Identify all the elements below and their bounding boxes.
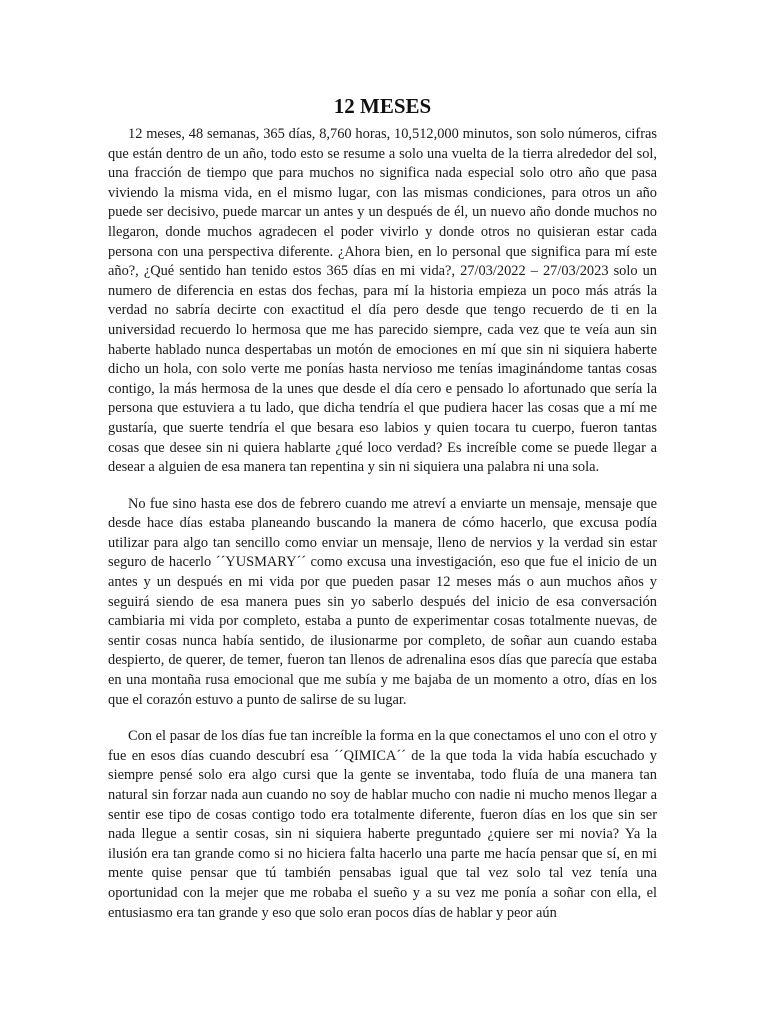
page-title: 12 MESES bbox=[333, 94, 432, 118]
paragraph-2: No fue sino hasta ese dos de febrero cuando me atreví a enviarte un mensaje, mensaje que desde hace días estaba planeando buscando la manera de cómo hacerlo, que excusa podía utilizar para algo tan sencillo como enviar un mensaje, lleno de nervios y la verdad sin estar seguro de hacerlo ´´YUSMARY´´ como excusa una investigación, eso que fue el inicio de un antes y un después en mi vida por que pueden pasar 12 meses más o aun muchos años y seguirá siendo de esa manera pues sin yo saberlo después del inicio de esa conversación cambiaria mi vida por completo, estaba a punto de experimentar cosas totalmente nuevas, de sentir cosas nunca había sentido, de ilusionarme por completo, de soñar aun cuando estaba despierto, de querer, de temer, fueron tan llenos de adrenalina esos días que parecía que estaba en una montaña rusa emocional que me subía y me bajaba de un momento a otro, días en los que el corazón estuvo a punto de salirse de su lugar. bbox=[108, 495, 657, 708]
document-page bbox=[108, 0, 657, 923]
paragraph-1: 12 meses, 48 semanas, 365 días, 8,760 horas, 10,512,000 minutos, son solo números, cifras que están dentro de un año, todo esto se resume a solo una vuelta de la tierra alrededor del sol, una fracción de tiempo que para muchos no significa nada especial solo otro año que pasa viviendo la misma vida, en el mismo lugar, con las mismas condiciones, para otros un año puede ser decisivo, puede marcar un antes y un después de él, un nuevo año donde muchos no llegaron, donde muchos agradecen el poder vivirlo y donde otros no quisieran estar cada persona con una perspectiva diferente. ¿Ahora bien, en lo personal que significa para mí este año?, ¿Qué sentido han tenido estos 365 días en mi vida?, 27/03/2022 – 27/03/2023 solo un numero de diferencia en estas dos fechas, para mí la historia empieza un poco más atrás la verdad no sabría decirte con exactitud el día pero desde que tengo recuerdo de ti en la universidad recuerdo lo hermosa que me has parecido siempre, cada vez que te veía aun sin haberte hablado nunca despertabas un motón de emociones en mí que sin ni siquiera haberte dicho un hola, con solo verte me ponías hasta nervioso me tenías imaginándome tantas cosas contigo, la más hermosa de la unes que desde el día cero e pensado lo afortunado que sería la persona que estuviera a tu lado, que dicha tendría el que pudiera hacer las cosas que a mí me gustaría, que suerte tendría el que besara eso labios y quien tocara tu cuerpo, fueron tantas cosas que desee sin ni quiera hablarte ¿qué loco verdad? Es increíble come se puede llegar a desear a alguien de esa manera tan repentina y sin ni siquiera una palabra ni una sola. bbox=[108, 126, 657, 476]
paragraph-3: Con el pasar de los días fue tan increíble la forma en la que conectamos el uno con el otro y fue en esos días cuando descubrí esa ´´QIMICA´´ de la que toda la vida había escuchado y siempre pensé solo era algo cursi que la gente se inventaba, todo fluía de una manera tan natural sin forzar nada aun cuando no soy de hablar mucho con nadie ni mucho menos llegar a sentir ese tipo de cosas contigo todo era totalmente diferente, fueron días en los que sin ser nada llegue a sentir cosas, sin ni siquiera haberte preguntado ¿quiere ser mi novia? Ya la ilusión era tan grande como si no hiciera falta hacerlo una parte me hacía pensar que sí, en mi mente quise pensar que tú también pensabas igual que tal vez solo tal vez tenía una oportunidad con la mejer que me robaba el sueño y a su vez me ponía a soñar con ella, el entusiasmo era tan grande y eso que solo eran pocos días de hablar y peor aún bbox=[108, 728, 657, 921]
